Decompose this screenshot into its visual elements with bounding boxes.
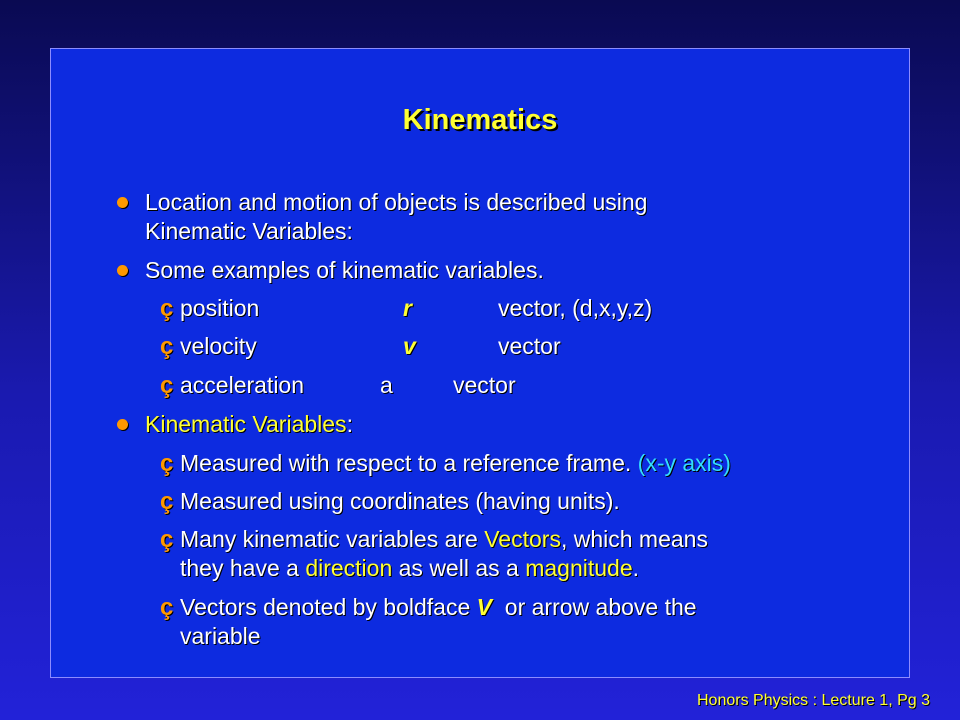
- bullet-1-line-2: Kinematic Variables:: [145, 218, 353, 244]
- vectors-highlight: Vectors: [484, 526, 561, 552]
- arrow-icon: ç: [160, 594, 174, 621]
- arrow-icon: ç: [160, 450, 174, 477]
- boldface-text-c: or arrow above the: [492, 594, 697, 620]
- bullet-2-text: Some examples of kinematic variables.: [145, 257, 544, 283]
- arrow-icon: ç: [160, 333, 174, 360]
- vectors-text-a: Many kinematic variables are: [180, 526, 485, 552]
- sub-item-vectors-line-1: [180, 525, 708, 554]
- direction-highlight: direction: [305, 555, 393, 581]
- example-acceleration-symbol: a: [380, 372, 393, 398]
- example-acceleration-type: vector: [453, 372, 516, 398]
- example-position-name: position: [180, 295, 260, 321]
- slide-footer: Honors Physics : Lecture 1, Pg 3: [697, 692, 930, 709]
- arrow-icon: ç: [160, 488, 174, 515]
- example-position-symbol: r: [403, 295, 412, 321]
- vectors-text-c: , which means: [560, 526, 708, 552]
- magnitude-highlight: magnitude: [525, 555, 633, 581]
- bullet-3-icon: [117, 419, 128, 430]
- slide-frame: [50, 48, 910, 678]
- vectors-text-f: as well as a: [392, 555, 526, 581]
- sub-item-vectors-line-2: [180, 554, 639, 583]
- example-velocity-name: velocity: [180, 333, 257, 359]
- boldface-v-symbol: V: [476, 594, 492, 620]
- example-position-type: vector, (d,x,y,z): [498, 295, 653, 321]
- arrow-icon: ç: [160, 372, 174, 399]
- bullet-1-icon: [117, 197, 128, 208]
- bullet-3-text: [145, 410, 353, 439]
- sub-item-coordinates: Measured using coordinates (having units).: [180, 488, 620, 514]
- vectors-text-d: they have a: [180, 555, 306, 581]
- arrow-icon: ç: [160, 295, 174, 322]
- arrow-icon: ç: [160, 526, 174, 553]
- sub-item-boldface-line-2: variable: [180, 623, 261, 649]
- sub-item-reference-frame: [180, 449, 731, 478]
- sub-item-boldface-line-1: [180, 593, 697, 622]
- vectors-text-h: .: [632, 555, 640, 581]
- bullet-2-icon: [117, 265, 128, 276]
- colon: :: [346, 411, 353, 437]
- axis-note: (x-y axis): [637, 450, 731, 476]
- example-velocity-symbol: v: [403, 333, 416, 359]
- example-velocity-type: vector: [498, 333, 561, 359]
- bullet-1-line-1: Location and motion of objects is described using: [145, 189, 648, 215]
- kinematic-variables-label: Kinematic Variables: [145, 411, 347, 437]
- example-acceleration-name: acceleration: [180, 372, 305, 398]
- slide-title: Kinematics: [402, 104, 558, 136]
- boldface-text-a: Vectors denoted by boldface: [180, 594, 477, 620]
- sub-item-reference-frame-text: Measured with respect to a reference frame.: [180, 450, 638, 476]
